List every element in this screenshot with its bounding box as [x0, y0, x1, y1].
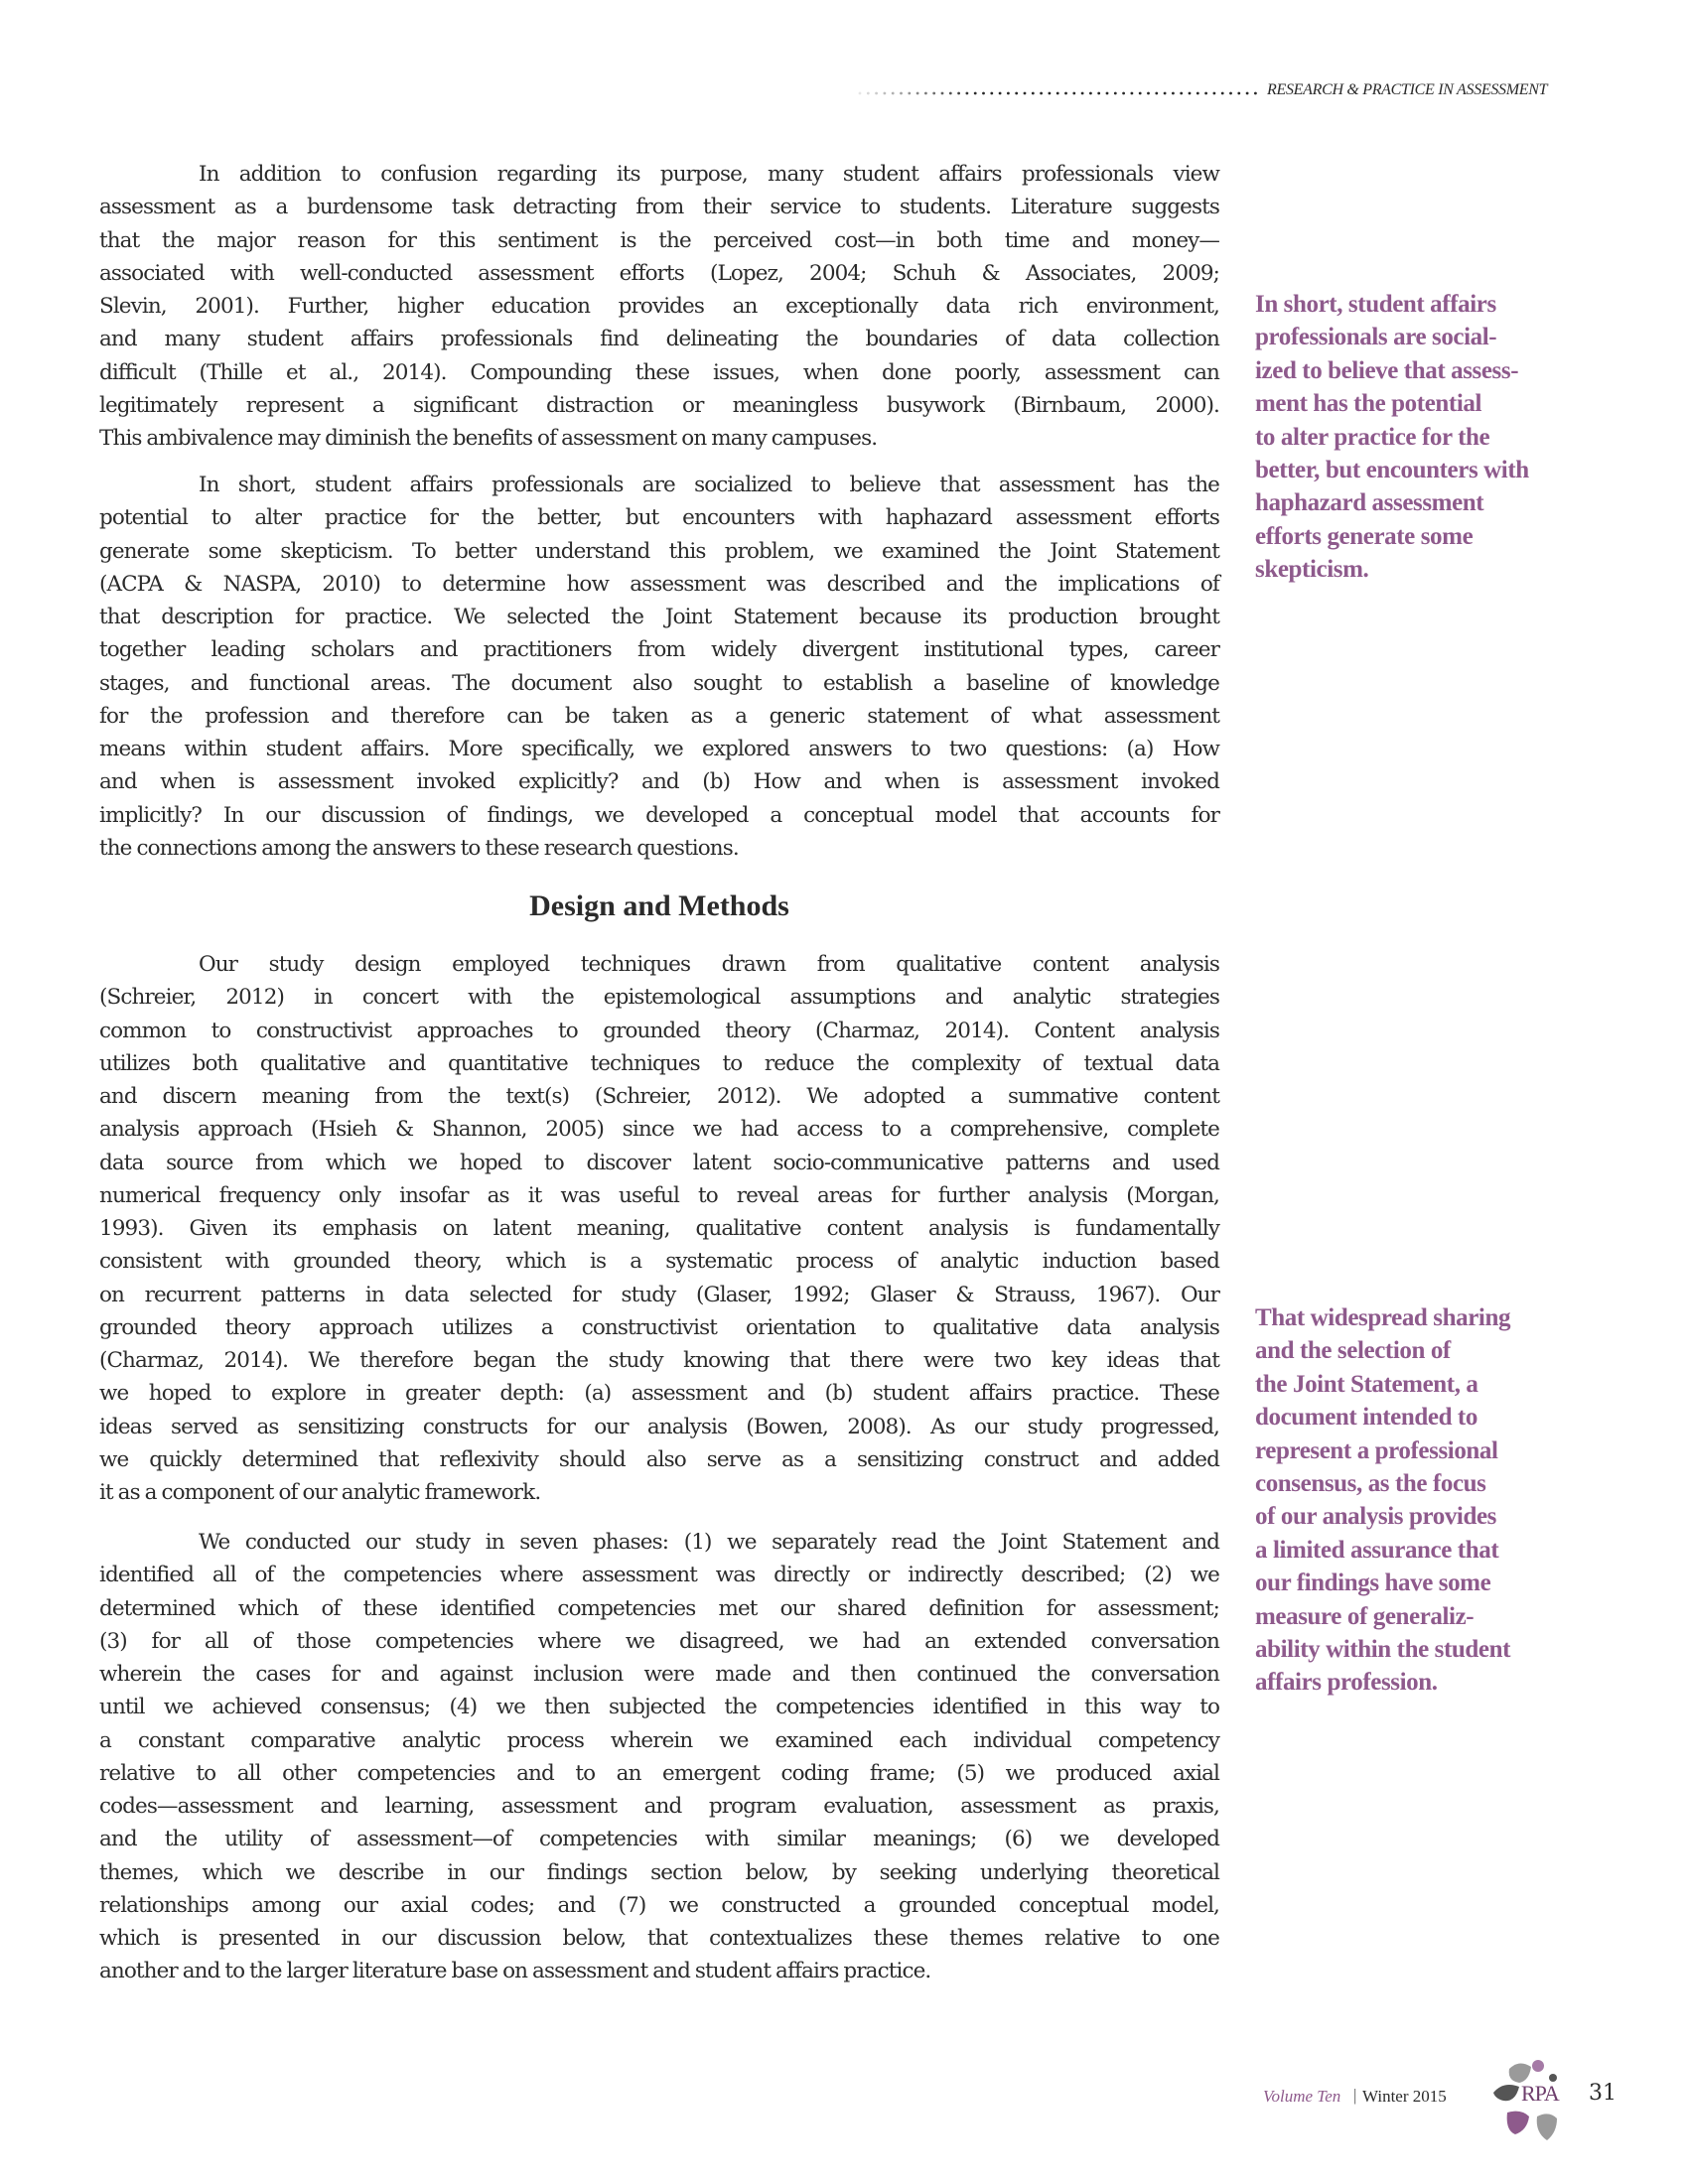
pull-quote-line: and the selection of [1255, 1337, 1451, 1365]
rule-dot [999, 92, 1002, 95]
rule-dot [1114, 92, 1117, 95]
text-line: assessment as a burdensome task detracting from their service to students. Literature suggests [99, 195, 1219, 220]
text-line: ideas served as sensitizing constructs for our analysis (Bowen, 2008). As our study progressed, [99, 1414, 1219, 1439]
rule-dot [908, 92, 911, 95]
rule-dot [990, 92, 993, 95]
rule-dot [924, 92, 927, 95]
page-number: 31 [1589, 2081, 1617, 2106]
rule-dot [941, 92, 944, 95]
pull-quote-line: professionals are social- [1255, 324, 1497, 351]
rule-dot [900, 92, 903, 95]
rule-dot [1064, 92, 1067, 95]
rule-dot [1237, 92, 1240, 95]
rpa-logo-icon [1491, 2055, 1581, 2144]
text-line: In short, student affairs professionals are socialized to believe that assessment has the [199, 473, 1219, 497]
text-line: data source from which we hoped to discover latent socio-communicative patterns and used [99, 1150, 1219, 1175]
rule-dot [1196, 92, 1199, 95]
pull-quote-line: That widespread sharing [1255, 1304, 1511, 1331]
text-line: analysis approach (Hsieh & Shannon, 2005) since we had access to a comprehensive, complete [99, 1117, 1219, 1143]
text-line: consistent with grounded theory, which is a systematic process of analytic induction based [99, 1249, 1219, 1275]
rule-dot [966, 92, 969, 95]
rule-dot [1131, 92, 1134, 95]
text-line: which is presented in our discussion below, that contextualizes these themes relative to one [99, 1926, 1219, 1951]
rule-dot [1180, 92, 1183, 95]
text-line: we hoped to explore in greater depth: (a) assessment and (b) student affairs practice. These [99, 1381, 1219, 1407]
journal-title: RESEARCH & PRACTICE IN ASSESSMENT [1267, 81, 1548, 98]
rule-dot [1254, 92, 1257, 95]
text-line: the connections among the answers to these research questions. [99, 835, 739, 861]
text-line: Our study design employed techniques drawn from qualitative content analysis [199, 952, 1219, 977]
text-line: Slevin, 2001). Further, higher education provides an exceptionally data rich environment, [99, 294, 1219, 319]
text-line: (Schreier, 2012) in concert with the epistemological assumptions and analytic strategies [99, 985, 1219, 1011]
running-header [856, 79, 1601, 107]
rule-dot [1122, 92, 1125, 95]
text-line: In addition to confusion regarding its purpose, many student affairs professionals view [199, 162, 1219, 187]
rule-dot [1024, 92, 1027, 95]
pull-quote-line: of our analysis provides [1255, 1503, 1497, 1531]
text-line: means within student affairs. More specifically, we explored answers to two questions: (a) How [99, 737, 1219, 761]
rule-dot [982, 92, 985, 95]
text-line: and discern meaning from the text(s) (Schreier, 2012). We adopted a summative content [99, 1084, 1219, 1109]
logo-dot [1532, 2060, 1544, 2072]
text-line: until we achieved consensus; (4) we then subjected the competencies identified in this way to [99, 1695, 1219, 1720]
pull-quote-line: ability within the student [1255, 1636, 1511, 1664]
pull-quote-line: the Joint Statement, a [1255, 1370, 1478, 1398]
pull-quote-line: document intended to [1255, 1404, 1477, 1432]
pull-quote-line: ized to believe that assess- [1255, 356, 1519, 384]
text-line: on recurrent patterns in data selected for study (Glaser, 1992; Glaser & Strauss, 1967). Our [99, 1282, 1219, 1307]
rule-dot [916, 92, 919, 95]
logo-petal [1537, 2114, 1557, 2140]
text-line: identified all of the competencies where assessment was directly or indirectly described; (2) we [99, 1563, 1219, 1588]
rule-dot [1081, 92, 1084, 95]
text-line: utilizes both qualitative and quantitative techniques to reduce the complexity of textual data [99, 1050, 1219, 1076]
rule-dot [974, 92, 977, 95]
page-footer [1251, 2055, 1648, 2144]
pull-quote [1255, 1301, 1593, 1700]
pull-quote-line: efforts generate some [1255, 522, 1474, 550]
text-line: determined which of these identified competencies met our shared definition for assessment; [99, 1595, 1219, 1621]
pull-quote-line: consensus, as the focus [1255, 1470, 1486, 1498]
rule-dot [1213, 92, 1216, 95]
pull-quote-line: In short, student affairs [1255, 291, 1496, 318]
text-line: associated with well-conducted assessment efforts (Lopez, 2004; Schuh & Associates, 2009; [99, 260, 1219, 286]
pull-quote-line: measure of generaliz- [1255, 1602, 1475, 1630]
text-line: This ambivalence may diminish the benefits of assessment on many campuses. [99, 426, 878, 451]
text-line: stages, and functional areas. The document also sought to establish a baseline of knowledge [99, 670, 1219, 696]
rule-dot [1032, 92, 1035, 95]
footer-separator: | [1353, 2086, 1357, 2105]
text-line: relationships among our axial codes; and (7) we constructed a grounded conceptual model, [99, 1892, 1219, 1918]
rule-dot [932, 92, 935, 95]
pull-quote-line: to alter practice for the [1255, 423, 1490, 451]
text-line: (ACPA & NASPA, 2010) to determine how assessment was described and the implications of [99, 571, 1219, 597]
text-line: implicitly? In our discussion of findings, we developed a conceptual model that accounts for [99, 802, 1219, 828]
rule-dot [957, 92, 960, 95]
rule-dot [875, 92, 878, 95]
rule-dot [1246, 92, 1249, 95]
logo-petal [1493, 2085, 1519, 2101]
rule-dot [1097, 92, 1100, 95]
text-line: and when is assessment invoked explicitly? and (b) How and when is assessment invoked [99, 769, 1219, 795]
dotted-rule [856, 90, 1261, 96]
rule-dot [1040, 92, 1043, 95]
volume-label: Volume Ten [1263, 2087, 1341, 2106]
text-line: common to constructivist approaches to grounded theory (Charmaz, 2014). Content analysis [99, 1018, 1219, 1043]
text-line: it as a component of our analytic framework. [99, 1480, 541, 1505]
text-line: 1993). Given its emphasis on latent meaning, qualitative content analysis is fundamentally [99, 1216, 1219, 1241]
text-line: generate some skepticism. To better understand this problem, we examined the Joint Statement [99, 538, 1219, 564]
rule-dot [1106, 92, 1109, 95]
section-heading: Design and Methods [529, 889, 789, 922]
rule-dot [1089, 92, 1092, 95]
rule-dot [1147, 92, 1150, 95]
pull-quote [1255, 288, 1593, 587]
text-line: a constant comparative analytic process wherein we examined each individual competency [99, 1727, 1219, 1753]
text-line: (Charmaz, 2014). We therefore began the study knowing that there were two key ideas that [99, 1348, 1219, 1373]
rule-dot [1007, 92, 1010, 95]
rule-dot [1139, 92, 1142, 95]
text-line: for the profession and therefore can be taken as a generic statement of what assessment [99, 703, 1219, 729]
rule-dot [1056, 92, 1059, 95]
rule-dot [1189, 92, 1192, 95]
rule-dot [1049, 92, 1052, 95]
text-line: themes, which we describe in our findings section below, by seeking underlying theoretical [99, 1859, 1219, 1885]
issue-season: Winter 2015 [1362, 2087, 1447, 2106]
rule-dot [892, 92, 895, 95]
text-line: difficult (Thille et al., 2014). Compounding these issues, when done poorly, assessment can [99, 359, 1219, 385]
text-line: that the major reason for this sentiment is the perceived cost—in both time and money— [99, 227, 1219, 253]
pull-quote-line: affairs profession. [1255, 1669, 1438, 1697]
pull-quote-line: better, but encounters with [1255, 457, 1529, 484]
rule-dot [1072, 92, 1075, 95]
pull-quote-line: ment has the potential [1255, 390, 1482, 418]
rule-dot [1221, 92, 1224, 95]
rule-dot [1229, 92, 1232, 95]
pull-quote-line: represent a professional [1255, 1436, 1498, 1464]
pull-quote-line: a limited assurance that [1255, 1536, 1499, 1564]
text-line: wherein the cases for and against inclusion were made and then continued the conversation [99, 1662, 1219, 1687]
rule-dot [884, 92, 887, 95]
rule-dot [1015, 92, 1018, 95]
text-line: numerical frequency only insofar as it was useful to reveal areas for further analysis (Morgan, [99, 1182, 1219, 1208]
text-line: (3) for all of those competencies where we disagreed, we had an extended conversation [99, 1628, 1219, 1654]
rule-dot [1204, 92, 1207, 95]
text-line: grounded theory approach utilizes a constructivist orientation to qualitative data analysis [99, 1314, 1219, 1340]
text-line: and the utility of assessment—of competencies with similar meanings; (6) we developed [99, 1827, 1219, 1852]
rule-dot [949, 92, 952, 95]
text-line: We conducted our study in seven phases: (1) we separately read the Joint Statement and [199, 1530, 1219, 1555]
text-line: potential to alter practice for the better, but encounters with haphazard assessment efforts [99, 505, 1219, 531]
pull-quote-line: haphazard assessment [1255, 489, 1484, 517]
logo-petal [1507, 2112, 1529, 2134]
text-line: we quickly determined that reflexivity should also serve as a sensitizing construct and added [99, 1446, 1219, 1472]
text-line: that description for practice. We selected the Joint Statement because its production brought [99, 605, 1219, 629]
pull-quote-line: our findings have some [1255, 1570, 1491, 1597]
rule-dot [867, 92, 870, 95]
text-line: legitimately represent a significant distraction or meaningless busywork (Birnbaum, 2000). [99, 392, 1219, 418]
pull-quote-line: skepticism. [1255, 556, 1369, 584]
text-line: codes—assessment and learning, assessment and program evaluation, assessment as praxis, [99, 1794, 1219, 1819]
rule-dot [1164, 92, 1167, 95]
text-line: together leading scholars and practitioners from widely divergent institutional types, career [99, 637, 1219, 663]
rule-dot [1155, 92, 1158, 95]
rule-dot [859, 92, 862, 95]
text-line: relative to all other competencies and to an emergent coding frame; (5) we produced axial [99, 1760, 1219, 1786]
text-line: and many student affairs professionals find delineating the boundaries of data collection [99, 327, 1219, 352]
text-line: another and to the larger literature base on assessment and student affairs practice. [99, 1959, 931, 1984]
rule-dot [1172, 92, 1175, 95]
logo-text: RPA [1521, 2081, 1559, 2106]
